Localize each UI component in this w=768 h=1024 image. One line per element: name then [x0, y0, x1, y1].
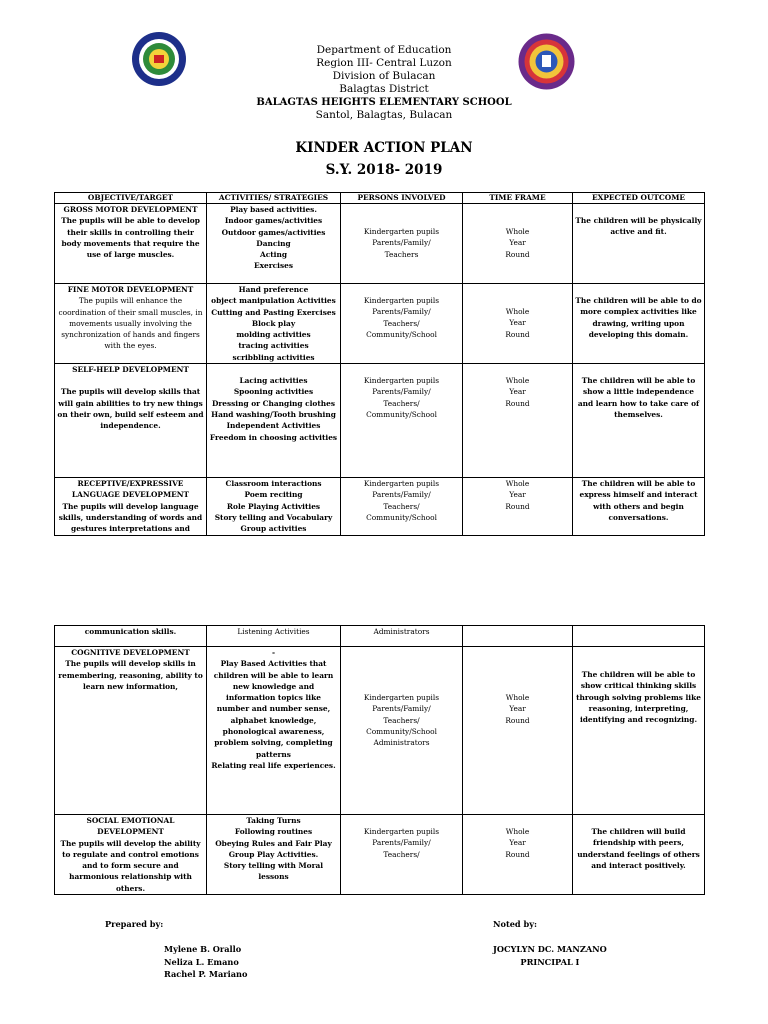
table-row: [55, 626, 705, 647]
activity-item: Obeying Rules and Fair Play: [215, 838, 332, 848]
activity-item: Following routines: [234, 827, 313, 837]
person-item: Community/School: [366, 329, 437, 339]
person-item: Parents/Family/: [372, 490, 431, 500]
school-year: S.Y. 2018- 2019: [325, 162, 443, 178]
objective-cell: [55, 204, 207, 284]
person-item: Community/School: [366, 409, 437, 419]
prepared-by-names: [164, 943, 247, 981]
activities-cell: Listening Activities: [207, 626, 341, 647]
objective-text: The pupils will develop language skills, understanding of words and gestures interpretations and: [58, 501, 203, 534]
activity-item: Poem reciting: [244, 490, 303, 500]
time-cell: [463, 364, 573, 478]
time-item: Whole: [505, 376, 530, 386]
activity-item: Play based activities.: [230, 205, 317, 214]
persons-cell: [341, 284, 463, 364]
activity-item: object manipulation Activities: [211, 296, 336, 306]
activities-cell: [207, 204, 341, 284]
person-item: Kindergarten pupils: [363, 479, 440, 489]
person-item: Parents/Family/: [372, 387, 431, 397]
header-line: Department of Education: [316, 44, 452, 56]
objective-text: The pupils will develop skills in remembering, reasoning, ability to learn new information,: [58, 659, 203, 691]
signatory-name: Mylene B. Orallo: [164, 944, 242, 954]
time-item: Round: [505, 849, 530, 859]
person-item: Parents/Family/: [372, 838, 431, 848]
person-item: Teachers/: [383, 318, 420, 328]
person-item: Teachers/: [383, 501, 420, 511]
objective-cell: [55, 815, 207, 895]
objective-title: FINE MOTOR DEVELOPMENT: [67, 285, 194, 294]
column-header: PERSONS INVOLVED: [341, 193, 463, 204]
outcome-cell: The children will be able to express himself and interact with others and begin conversations.: [573, 478, 705, 535]
activity-item: Block play: [251, 318, 296, 328]
activity-item: Group Play Activities.: [228, 849, 319, 859]
outcome-cell: The children will be physically active and fit.: [573, 204, 705, 284]
action-plan-table-continued: [54, 625, 705, 895]
prepared-by-label: Prepared by:: [105, 919, 164, 929]
person-item: Kindergarten pupils: [363, 827, 440, 836]
time-item: Round: [505, 501, 530, 511]
time-item: Whole: [505, 827, 530, 836]
activity-item: Hand washing/Tooth brushing: [211, 409, 336, 419]
activity-item: tracing activities: [238, 341, 309, 351]
signatory-name: Rachel P. Mariano: [164, 969, 248, 979]
activity-item: Story telling and Vocabulary: [214, 512, 333, 522]
objective-text: The pupils will develop skills that will gain abilities to try new things on their own, build self esteem and independence.: [57, 387, 204, 431]
school-name: BALAGTAS HEIGHTS ELEMENTARY SCHOOL: [256, 97, 512, 108]
objective-text: The pupils will enhance the coordination of their small muscles, in movements usually involving the synchronization of hands and fingers with the eyes.: [58, 296, 203, 351]
activity-item: Dressing or Changing clothes: [211, 398, 336, 408]
time-item: Year: [509, 838, 526, 848]
objective-cell: [55, 364, 207, 478]
page-title: KINDER ACTION PLAN: [295, 140, 473, 156]
activity-item: Hand preference: [238, 285, 309, 294]
persons-cell: [341, 204, 463, 284]
activity-item: Story telling with Moral lessons: [223, 861, 324, 882]
time-cell: [463, 815, 573, 895]
table-row: [55, 364, 705, 478]
outcome-cell: The children will be able to show a little independence and learn how to take care of themselves.: [573, 364, 705, 478]
activity-item: Cutting and Pasting Exercises: [211, 307, 336, 317]
time-item: Round: [505, 398, 530, 408]
activity-item: Taking Turns: [246, 816, 301, 825]
table-row: [55, 815, 705, 895]
activity-item: Lacing activities: [239, 376, 308, 386]
time-item: Year: [509, 387, 526, 397]
time-cell: [463, 478, 573, 535]
activity-item: Classroom interactions: [225, 479, 322, 489]
outcome-cell: The children will be able to do more complex activities like drawing, writing upon developing this domain.: [573, 284, 705, 364]
table-row: [55, 204, 705, 284]
letterhead: [0, 44, 768, 122]
person-item: Community/School: [366, 726, 437, 736]
header-line: Division of Bulacan: [332, 70, 436, 82]
school-address: Santol, Balagtas, Bulacan: [315, 109, 453, 121]
person-item: Community/School: [366, 512, 437, 522]
activities-cell: [207, 478, 341, 535]
objective-cell: [55, 478, 207, 535]
time-cell: [463, 284, 573, 364]
objective-title: GROSS MOTOR DEVELOPMENT: [63, 205, 198, 214]
activity-item: -: [271, 648, 276, 657]
principal-name: JOCYLYN DC. MANZANO: [493, 944, 607, 954]
column-header: EXPECTED OUTCOME: [573, 193, 705, 204]
time-item: Round: [505, 715, 530, 725]
objective-title: RECEPTIVE/EXPRESSIVE LANGUAGE DEVELOPMENT: [71, 479, 190, 500]
objective-text: The pupils will develop the ability to regulate and control emotions and to form secure and harmonious relationship with others.: [60, 838, 201, 893]
person-item: Teachers/: [383, 398, 420, 408]
objective-title: COGNITIVE DEVELOPMENT: [71, 648, 190, 657]
action-plan-table: [54, 192, 705, 536]
persons-cell: [341, 647, 463, 815]
person-item: Administrators: [373, 738, 430, 748]
signatory-name: Neliza L. Emano: [164, 956, 239, 967]
objective-title: SOCIAL EMOTIONAL DEVELOPMENT: [86, 816, 175, 837]
person-item: Kindergarten pupils: [363, 376, 440, 386]
activities-cell: [207, 284, 341, 364]
time-item: Whole: [505, 227, 530, 236]
objective-title: SELF-HELP DEVELOPMENT: [72, 365, 189, 375]
column-header: ACTIVITIES/ STRATEGIES: [207, 193, 341, 204]
time-cell: [463, 626, 573, 647]
table-row: [55, 478, 705, 535]
persons-cell: [341, 815, 463, 895]
person-item: Kindergarten pupils: [363, 693, 440, 702]
activity-item: Acting: [260, 250, 287, 260]
time-cell: [463, 647, 573, 815]
objective-text: The pupils will be able to develop their skills in controlling their body movements that require the use of large muscles.: [61, 216, 200, 260]
outcome-cell: The children will build friendship with peers, understand feelings of others and interact positively.: [573, 815, 705, 895]
objective-cell: communication skills.: [55, 626, 207, 647]
activity-item: Spooning activities: [233, 387, 314, 397]
activity-item: Independent Activities: [226, 421, 321, 431]
objective-cell: [55, 647, 207, 815]
principal-title: PRINCIPAL I: [520, 956, 580, 967]
activity-item: Freedom in choosing activities: [209, 432, 338, 442]
outcome-cell: [573, 626, 705, 647]
persons-cell: Administrators: [341, 626, 463, 647]
time-item: Round: [505, 249, 530, 259]
outcome-cell: The children will be able to show critical thinking skills through solving problems like reasoning, interpreting, identifying and recognizing.: [573, 647, 705, 815]
person-item: Parents/Family/: [372, 238, 431, 248]
activity-item: Group activities: [240, 524, 307, 534]
table-row: [55, 284, 705, 364]
time-item: Whole: [505, 479, 530, 489]
person-item: Kindergarten pupils: [363, 227, 440, 236]
activities-cell: [207, 647, 341, 815]
persons-cell: [341, 478, 463, 535]
activity-item: Outdoor games/activities: [221, 227, 326, 237]
time-item: Year: [509, 490, 526, 500]
activity-item: scribbling activities: [232, 352, 315, 362]
activities-cell: [207, 364, 341, 478]
persons-cell: [341, 364, 463, 478]
activity-item: Role Playing Activities: [226, 501, 321, 511]
time-item: Whole: [505, 307, 530, 316]
objective-cell: [55, 284, 207, 364]
person-item: Teachers: [384, 249, 419, 259]
table-row: [55, 647, 705, 815]
time-item: Round: [505, 329, 530, 339]
column-header: TIME FRAME: [463, 193, 573, 204]
person-item: Parents/Family/: [372, 307, 431, 317]
time-item: Year: [509, 238, 526, 248]
activity-item: Exercises: [254, 261, 293, 271]
time-item: Whole: [505, 693, 530, 702]
time-cell: [463, 204, 573, 284]
header-line: Region III- Central Luzon: [316, 57, 452, 69]
activity-item: Dancing: [256, 238, 291, 248]
noted-by-label: Noted by:: [493, 919, 538, 929]
header-line: Balagtas District: [339, 83, 429, 95]
activity-item: Indoor games/activities: [224, 216, 323, 226]
activity-item: Relating real life experiences.: [211, 760, 336, 770]
person-item: Teachers/: [383, 849, 420, 859]
time-item: Year: [509, 704, 526, 714]
activity-item: Play Based Activities that children will be able to learn new knowledge and information topics like number and number sense, alphabet knowledge, phonological awareness, problem solving, completing patterns: [213, 659, 334, 759]
table-header-row: [55, 193, 705, 204]
column-header: OBJECTIVE/TARGET: [55, 193, 207, 204]
noted-by-block: [493, 943, 607, 968]
person-item: Kindergarten pupils: [363, 296, 440, 305]
activities-cell: [207, 815, 341, 895]
time-item: Year: [509, 318, 526, 328]
activity-item: molding activities: [236, 330, 311, 340]
person-item: Teachers/: [383, 715, 420, 725]
person-item: Parents/Family/: [372, 704, 431, 714]
